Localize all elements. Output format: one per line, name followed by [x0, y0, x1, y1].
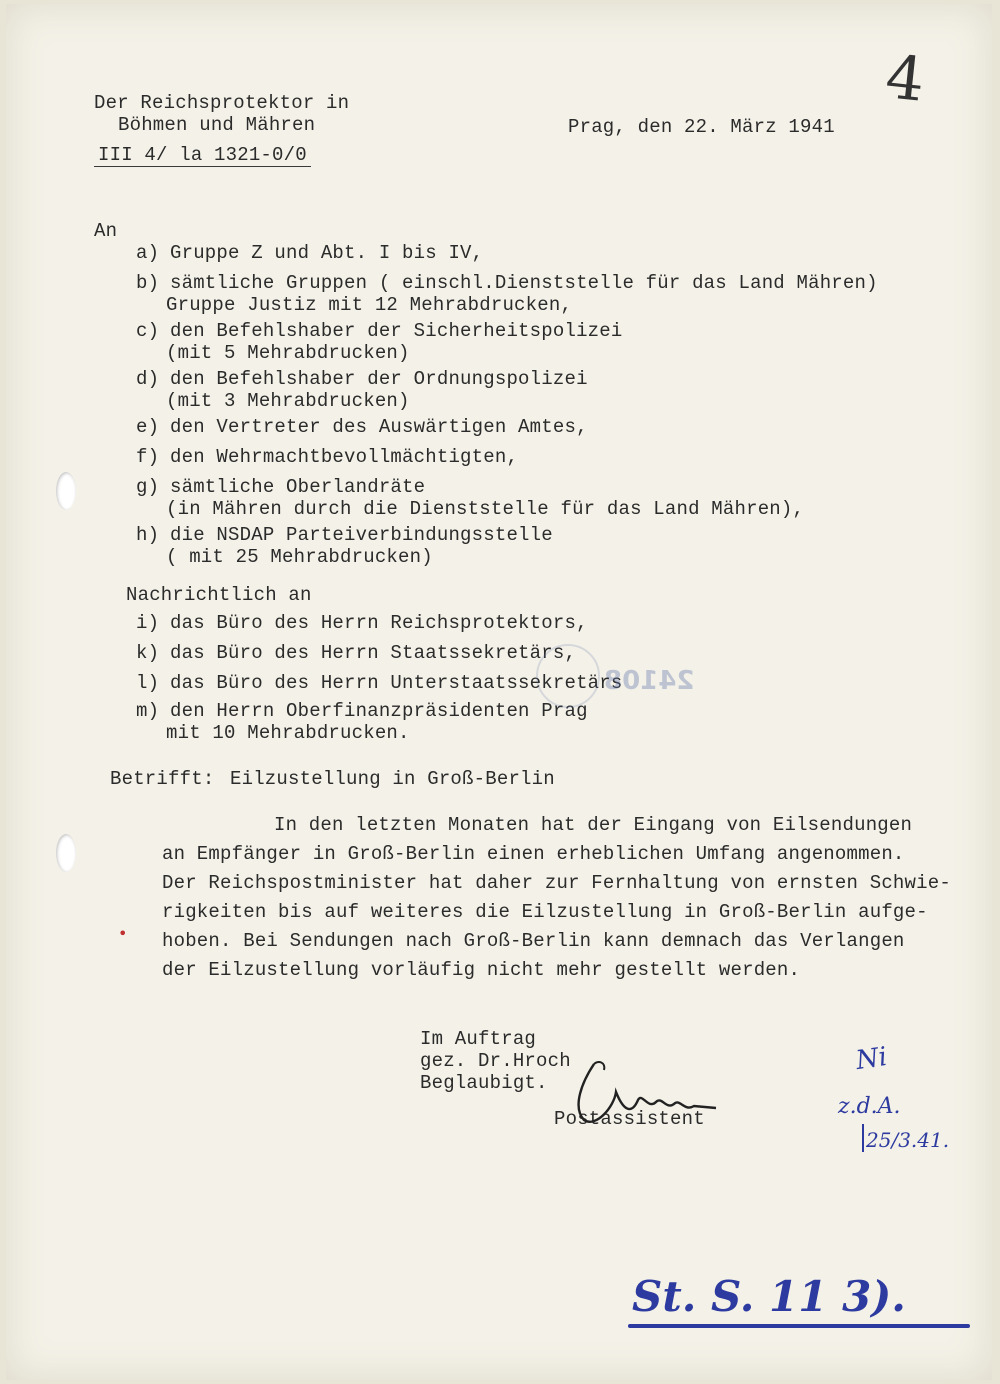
document-page [6, 4, 992, 1380]
body-line: rigkeiten bis auf weiteres die Eilzustellung in Groß-Berlin aufge- [162, 901, 928, 923]
item-line: das Büro des Herrn Unterstaatssekretärs [170, 672, 623, 694]
subject-text: Eilzustellung in Groß-Berlin [230, 768, 555, 790]
item-line: den Wehrmachtbevollmächtigten, [170, 446, 519, 468]
item-line: das Büro des Herrn Staatssekretärs, [170, 642, 577, 664]
item-letter: m) [136, 700, 160, 722]
item-letter: l) [136, 672, 160, 694]
item-line: die NSDAP Parteiverbindungsstelle [170, 524, 553, 546]
annotation-date: 25/3.41. [866, 1128, 950, 1152]
item-line: mit 10 Mehrabdrucken. [166, 722, 410, 744]
annotation-initials: Ni [854, 1041, 890, 1077]
certifier-title: Postassistent [554, 1108, 705, 1130]
annotation-zda: z.d.A. [838, 1094, 901, 1119]
item-line: den Herrn Oberfinanzpräsidenten Prag [170, 700, 588, 722]
item-line: den Befehlshaber der Ordnungspolizei [170, 368, 588, 390]
body-line: hoben. Bei Sendungen nach Groß-Berlin kann demnach das Verlangen [162, 930, 905, 952]
item-line: ( mit 25 Mehrabdrucken) [166, 546, 433, 568]
item-line: den Befehlshaber der Sicherheitspolizei [170, 320, 623, 342]
sender-line-2: Böhmen und Mähren [118, 114, 316, 136]
item-letter: g) [136, 476, 160, 498]
item-line: den Vertreter des Auswärtigen Amtes, [170, 416, 588, 438]
closing-line-3: Beglaubigt. [420, 1072, 548, 1094]
handwritten-signature [554, 1052, 724, 1132]
punch-hole-bottom [56, 834, 76, 872]
item-letter: d) [136, 368, 160, 390]
item-letter: h) [136, 524, 160, 546]
item-letter: e) [136, 416, 160, 438]
faint-round-stamp [536, 644, 600, 708]
faint-stamp-number: 24108 [604, 666, 695, 696]
annotation-bracket [862, 1124, 864, 1152]
item-letter: b) [136, 272, 160, 294]
item-letter: f) [136, 446, 160, 468]
item-letter: k) [136, 642, 160, 664]
closing-line-2: gez. Dr.Hroch [420, 1050, 571, 1072]
body-line: Der Reichspostminister hat daher zur Fernhaltung von ernsten Schwie- [162, 872, 951, 894]
item-line: das Büro des Herrn Reichsprotektors, [170, 612, 588, 634]
final-blue-mark: St. S. 11 3). [632, 1272, 906, 1321]
closing-line-1: Im Auftrag [420, 1028, 537, 1050]
subject-label: Betrifft: [110, 768, 215, 790]
item-line: (mit 3 Mehrabdrucken) [166, 390, 410, 412]
item-letter: i) [136, 612, 160, 634]
to-label: An [94, 220, 118, 242]
body-line: der Eilzustellung vorläufig nicht mehr gestellt werden. [162, 959, 801, 981]
final-mark-underline [628, 1324, 970, 1328]
handwritten-page-number: 4 [882, 42, 928, 116]
item-letter: c) [136, 320, 160, 342]
punch-hole-top [56, 472, 76, 510]
item-line: Gruppe Justiz mit 12 Mehrabdrucken, [166, 294, 573, 316]
body-line: an Empfänger in Groß-Berlin einen erheblichen Umfang angenommen. [162, 843, 905, 865]
item-line: Gruppe Z und Abt. I bis IV, [170, 242, 484, 264]
sender-line-1: Der Reichsprotektor in [94, 92, 350, 114]
item-line: (in Mähren durch die Dienststelle für das Land Mähren), [166, 498, 805, 520]
item-line: sämtliche Gruppen ( einschl.Dienststelle für das Land Mähren) [170, 272, 878, 294]
cc-label: Nachrichtlich an [126, 584, 312, 606]
item-line: (mit 5 Mehrabdrucken) [166, 342, 410, 364]
place-date: Prag, den 22. März 1941 [568, 116, 835, 138]
red-dot: • [118, 924, 128, 943]
item-line: sämtliche Oberlandräte [170, 476, 426, 498]
item-letter: a) [136, 242, 160, 264]
body-line: In den letzten Monaten hat der Eingang von Eilsendungen [274, 814, 913, 836]
reference-number: III 4/ la 1321-0/0 [94, 144, 311, 167]
